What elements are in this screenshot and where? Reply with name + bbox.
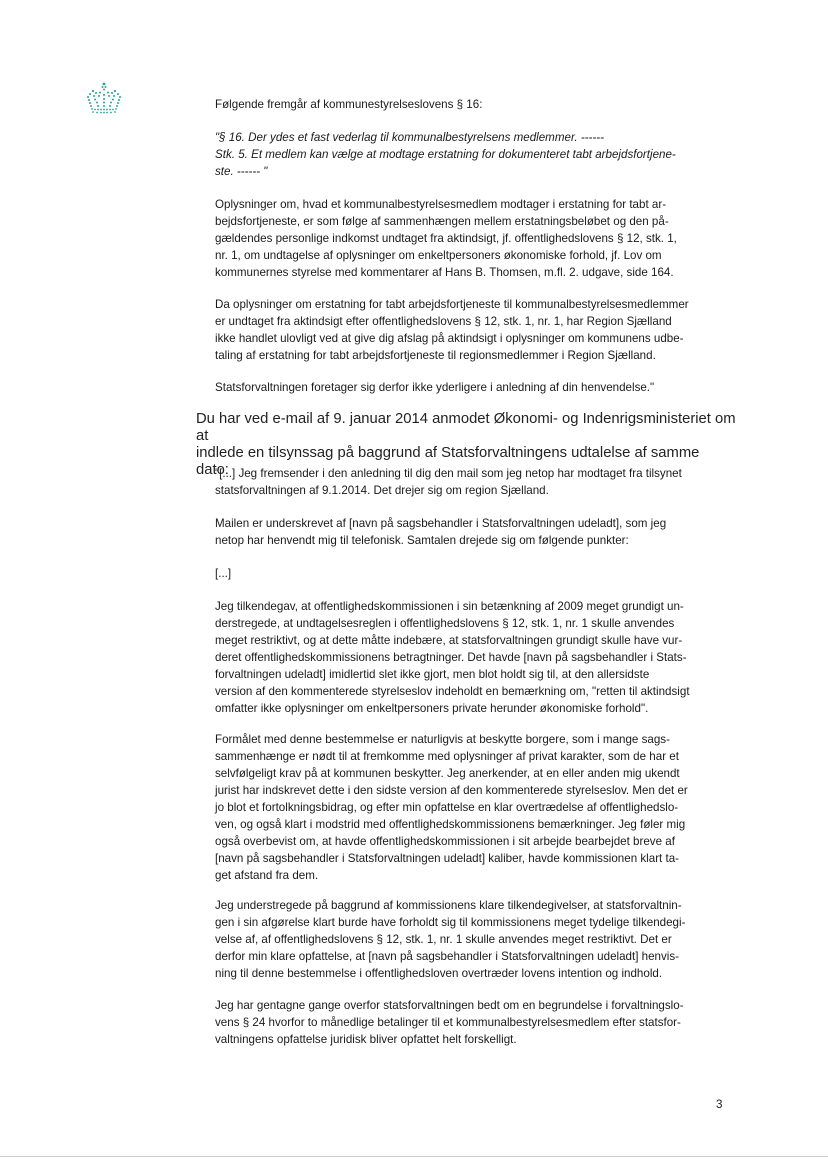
text-line: valtningens opfattelse juridisk bliver opfattet helt forskelligt. bbox=[215, 1033, 517, 1046]
crown-logo-icon bbox=[84, 82, 124, 116]
text-line: netop har henvendt mig til telefonisk. Samtalen drejede sig om følgende punkter: bbox=[215, 534, 629, 547]
text-line: Oplysninger om, hvad et kommunalbestyrelsesmedlem modtager i erstatning for tabt ar- bbox=[215, 198, 667, 211]
text-line: kommunernes styrelse med kommentarer af Hans B. Thomsen, m.fl. 2. udgave, side 164. bbox=[215, 266, 674, 279]
text-line: taling af erstatning for tabt arbejdsfortjeneste til regionsmedlemmer i Region Sjælland. bbox=[215, 349, 656, 362]
page-edge-divider bbox=[0, 1156, 828, 1157]
text-line: Jeg tilkendegav, at offentlighedskommissionen i sin betænkning af 2009 meget grundigt un- bbox=[215, 600, 684, 613]
text-line: statsforvaltningen af 9.1.2014. Det drejer sig om region Sjælland. bbox=[215, 484, 549, 497]
text-line: ikke handlet ulovligt ved at give dig afslag på aktindsigt i oplysninger om kommunens udbe- bbox=[215, 332, 684, 345]
paragraph bbox=[215, 598, 727, 717]
text-line: get afstand fra dem. bbox=[215, 869, 319, 882]
paragraph bbox=[215, 997, 727, 1048]
text-line: gældendes personlige indkomst undtaget fra aktindsigt, jf. offentlighedslovens § 12, stk. 1, bbox=[215, 232, 677, 245]
text-line: version af den kommenterede styrelseslov indeholdt en bemærkning om, "retten til aktindsigt bbox=[215, 685, 690, 698]
page-number: 3 bbox=[716, 1098, 723, 1111]
text-line: Statsforvaltningen foretager sig derfor ikke yderligere i anledning af din henvendelse." bbox=[215, 381, 655, 394]
text-line: gen i sin afgørelse klart burde have forholdt sig til kommissionens meget tydelige tilkendegi- bbox=[215, 916, 686, 929]
intro-line: Følgende fremgår af kommunestyrelseslovens § 16: bbox=[215, 98, 483, 111]
paragraph bbox=[215, 515, 727, 549]
text-line: meget restriktivt, og at dette måtte indebære, at statsforvaltningen grundigt skulle have vur- bbox=[215, 634, 683, 647]
text-line: vens § 24 hvorfor to månedlige betalinger til et kommunalbestyrelsesmedlem efter statsfor- bbox=[215, 1016, 681, 1029]
text-line: nr. 1, om undtagelse af oplysninger om enkeltpersoners økonomiske forhold, jf. Lov om bbox=[215, 249, 662, 262]
text-line: også overbevist om, at havde offentlighedskommissionen i sit arbejde bearbejdet breve af bbox=[215, 835, 675, 848]
text-line: Formålet med denne bestemmelse er naturligvis at beskytte borgere, som i mange sags- bbox=[215, 733, 670, 746]
text-line: ven, og også klart i modstrid med offentlighedskommissionens bemærkninger. Jeg føler mig bbox=[215, 818, 686, 831]
lead-line: indlede en tilsynssag på baggrund af Statsforvaltningens udtalelse af samme dato: bbox=[196, 445, 700, 478]
paragraph bbox=[215, 731, 727, 884]
paragraph bbox=[215, 196, 727, 281]
text-line: velse af, af offentlighedslovens § 12, stk. 1, nr. 1 skulle anvendes meget restriktivt. Det er bbox=[215, 933, 672, 946]
paragraph bbox=[215, 296, 727, 364]
text-line: selvfølgeligt krav på at kommunen beskytter. Jeg anerkender, at en eller anden mig ukendt bbox=[215, 767, 680, 780]
text-line: Jeg understregede på baggrund af kommissionens klare tilkendegivelser, at statsforvaltnin- bbox=[215, 899, 682, 912]
text-line: derstregede, at undtagelsesreglen i offentlighedslovens § 12, stk. 1, nr. 1 skulle anvendes bbox=[215, 617, 675, 630]
quote-line: "§ 16. Der ydes et fast vederlag til kommunalbestyrelsens medlemmer. ------ bbox=[215, 131, 604, 144]
text-line: deret offentlighedskommissionens betragtninger. Det havde [navn på sagsbehandler i Stats- bbox=[215, 651, 687, 664]
text-line: "[...] Jeg fremsender i den anledning til dig den mail som jeg netop har modtaget fra tilsynet bbox=[215, 467, 682, 480]
text-line: [navn på sagsbehandler i Statsforvaltningen udeladt] kaliber, havde kommissionen klart ta- bbox=[215, 852, 680, 865]
intro-text bbox=[215, 96, 727, 113]
lead-line: Du har ved e-mail af 9. januar 2014 anmodet Økonomi- og Indenrigsministeriet om at bbox=[196, 411, 736, 444]
text-line: Jeg har gentagne gange overfor statsforvaltningen bedt om en begrundelse i forvaltningslo- bbox=[215, 999, 684, 1012]
text-line: bejdsfortjeneste, er som følge af sammenhængen mellem erstatningsbeløbet og den på- bbox=[215, 215, 669, 228]
quote-line: ste. ------ " bbox=[215, 165, 268, 178]
ellipsis: [...] bbox=[215, 567, 232, 580]
paragraph bbox=[215, 465, 727, 499]
text-line: derfor min klare opfattelse, at [navn på sagsbehandler i Statsforvaltningen udeladt] henvis- bbox=[215, 950, 680, 963]
text-line: omfatter ikke oplysninger om enkeltpersoners private herunder økonomiske forhold". bbox=[215, 702, 649, 715]
text-line: ning til denne bestemmelse i offentlighedsloven overtræder lovens intention og indhold. bbox=[215, 967, 663, 980]
paragraph bbox=[215, 565, 727, 582]
text-line: jo blot et fortolkningsbidrag, og efter min opfattelse en klar overtrædelse af offentlighedslo- bbox=[215, 801, 679, 814]
text-line: jurist har indskrevet dette i den sidste version af den kommenterede styrelseslov. Men det er bbox=[215, 784, 688, 797]
text-line: Mailen er underskrevet af [navn på sagsbehandler i Statsforvaltningen udeladt], som jeg bbox=[215, 517, 667, 530]
text-line: forvaltningen udeladt] imidlertid slet ikke gjort, men blot holdt sig til, at den allersidste bbox=[215, 668, 650, 681]
text-line: er undtaget fra aktindsigt efter offentlighedslovens § 12, stk. 1, nr. 1, har Region Sjælland bbox=[215, 315, 672, 328]
text-line: sammenhænge er nødt til at fremkomme med oplysninger af privat karakter, som de har et bbox=[215, 750, 679, 763]
law-quote bbox=[215, 129, 727, 180]
quote-line: Stk. 5. Et medlem kan vælge at modtage erstatning for dokumenteret tabt arbejdsfortjene- bbox=[215, 148, 676, 161]
paragraph bbox=[215, 897, 727, 982]
text-line: Da oplysninger om erstatning for tabt arbejdsfortjeneste til kommunalbestyrelsesmedlemmer bbox=[215, 298, 689, 311]
paragraph bbox=[215, 379, 727, 396]
